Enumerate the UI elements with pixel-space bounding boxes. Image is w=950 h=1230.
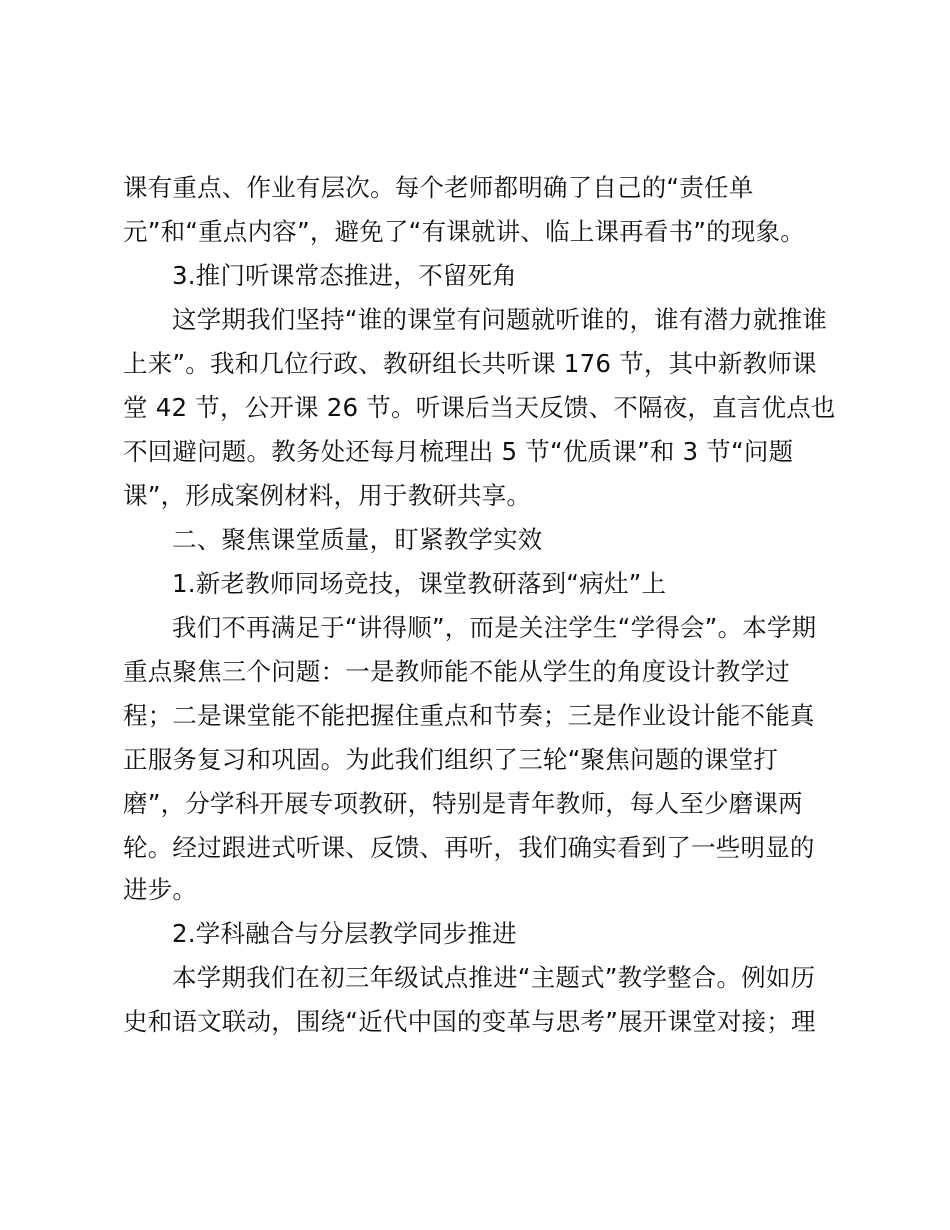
- paragraph-line: 不回避问题。教务处还每月梳理出 5 节“优质课”和 3 节“问题: [123, 437, 794, 466]
- paragraph-line: 我们不再满足于“讲得顺”，而是关注学生“学得会”。本学期: [172, 613, 817, 642]
- paragraph-line: 轮。经过跟进式听课、反馈、再听，我们确实看到了一些明显的: [123, 833, 815, 862]
- paragraph-line: 堂 42 节，公开课 26 节。听课后当天反馈、不隔夜，直言优点也: [123, 393, 836, 422]
- section-heading: 2.学科融合与分层教学同步推进: [172, 919, 517, 948]
- section-heading: 3.推门听课常态推进，不留死角: [172, 261, 517, 290]
- section-heading: 二、聚焦课堂质量，盯紧教学实效: [172, 525, 543, 554]
- paragraph-line: 史和语文联动，围绕“近代中国的变革与思考”展开课堂对接；理: [123, 1007, 816, 1036]
- paragraph-line: 正服务复习和巩固。为此我们组织了三轮“聚焦问题的课堂打: [123, 745, 779, 774]
- section-heading: 1.新老教师同场竞技，课堂教研落到“病灶”上: [172, 569, 667, 598]
- paragraph-line: 课有重点、作业有层次。每个老师都明确了自己的“责任单: [123, 173, 754, 202]
- paragraph-line: 程；二是课堂能不能把握住重点和节奏；三是作业设计能不能真: [123, 701, 815, 730]
- paragraph-line: 元”和“重点内容”，避免了“有课就讲、临上课再看书”的现象。: [123, 217, 805, 246]
- paragraph-line: 本学期我们在初三年级试点推进“主题式”教学整合。例如历: [172, 963, 816, 992]
- paragraph-line: 上来”。我和几位行政、教研组长共听课 176 节，其中新教师课: [123, 349, 817, 378]
- paragraph-line: 磨”，分学科开展专项教研，特别是青年教师，每人至少磨课两: [123, 789, 803, 818]
- paragraph-line: 进步。: [123, 875, 198, 904]
- paragraph-line: 这学期我们坚持“谁的课堂有问题就听谁的，谁有潜力就推谁: [172, 305, 828, 334]
- paragraph-line: 课”，形成案例材料，用于教研共享。: [123, 481, 532, 510]
- paragraph-line: 重点聚焦三个问题：一是教师能不能从学生的角度设计教学过: [123, 657, 790, 686]
